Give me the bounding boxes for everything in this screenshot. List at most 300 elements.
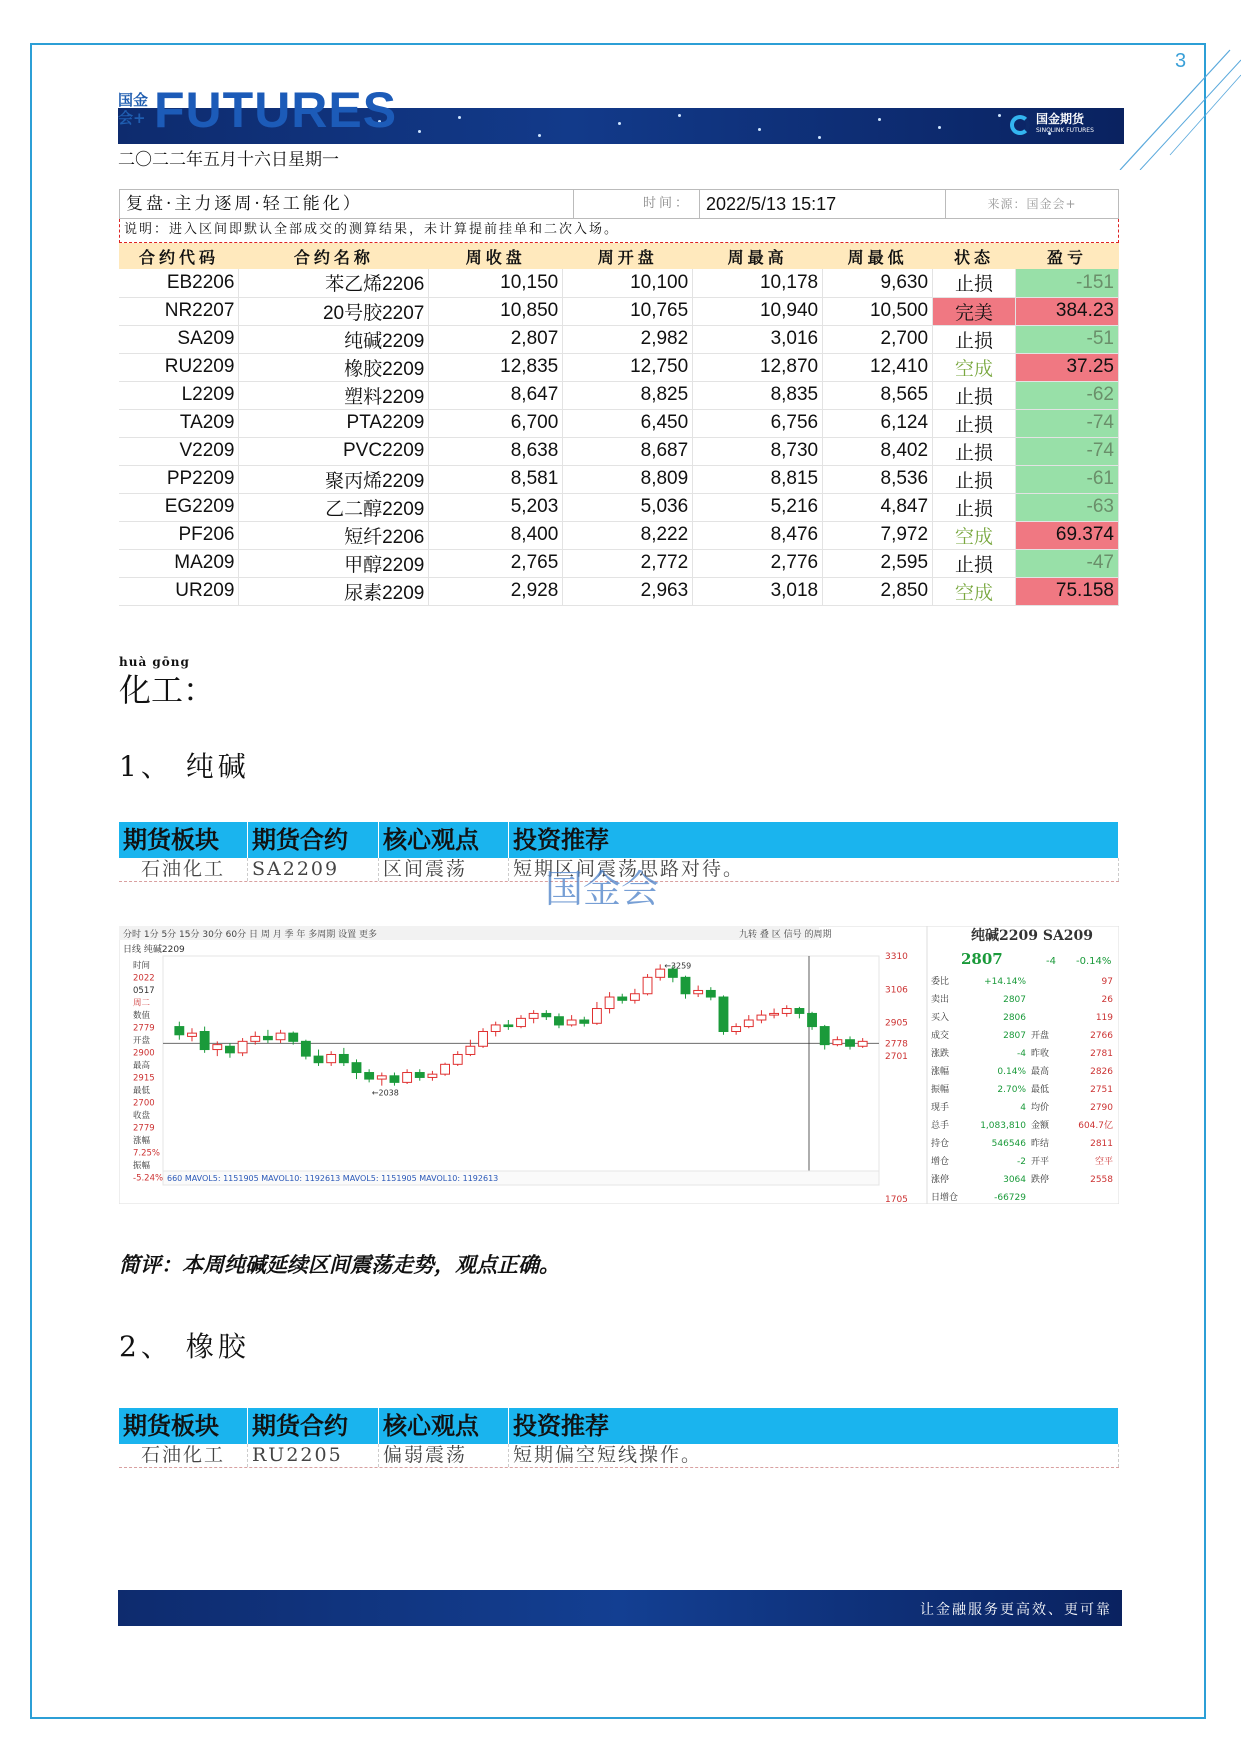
review-row: [119, 577, 1119, 605]
section-title: 化工：: [119, 671, 216, 709]
band-star: [458, 116, 461, 119]
week-close: 6,700: [429, 409, 563, 437]
status: 止损: [933, 549, 1016, 577]
review-row: [119, 269, 1119, 297]
band-star: [818, 136, 821, 139]
corner-decoration: [1100, 30, 1241, 170]
profit-loss: -74: [1016, 437, 1119, 465]
candle-body: [605, 997, 614, 1008]
review-row: [119, 381, 1119, 409]
contract-name: PVC2209: [239, 437, 429, 465]
band-star: [618, 122, 621, 125]
quote-value: 1,083,810: [980, 1121, 1026, 1131]
company-logo: [1010, 114, 1094, 136]
quote-value: 2766: [1090, 1031, 1113, 1041]
quote-label: 日增仓: [931, 1193, 959, 1203]
week-close: 8,638: [429, 437, 563, 465]
review-col-header: 合约代码: [119, 243, 239, 269]
candle-body: [833, 1040, 842, 1045]
band-star: [418, 130, 421, 133]
week-close: 8,400: [429, 521, 563, 549]
week-close: 5,203: [429, 493, 563, 521]
candle-body: [681, 977, 690, 993]
candle-body: [238, 1041, 247, 1052]
candle-body: [175, 1027, 184, 1035]
quote-value: -2: [1017, 1157, 1026, 1167]
chart-side-label: 最低: [133, 1086, 151, 1096]
chart-side-label: 开盘: [133, 1036, 151, 1046]
week-low: 8,402: [823, 437, 933, 465]
contract-code: SA209: [119, 325, 239, 353]
week-low: 4,847: [823, 493, 933, 521]
brand-logo: FUTURES: [154, 82, 398, 138]
candle-body: [820, 1027, 829, 1045]
brand-cn: 国金会+: [118, 91, 149, 127]
status: 完美: [933, 297, 1016, 325]
week-low: 2,595: [823, 549, 933, 577]
week-high: 10,178: [693, 269, 823, 297]
week-open: 5,036: [563, 493, 693, 521]
status: 止损: [933, 409, 1016, 437]
quote-label: 总手: [931, 1121, 950, 1131]
week-close: 12,835: [429, 353, 563, 381]
week-high: 10,940: [693, 297, 823, 325]
contract-code: TA209: [119, 409, 239, 437]
review-grid: [119, 243, 1119, 606]
review-col-header: 周最高: [693, 243, 823, 269]
review-col-header: 周开盘: [563, 243, 693, 269]
review-row: [119, 353, 1119, 381]
profit-loss: -51: [1016, 325, 1119, 353]
candle-body: [251, 1036, 260, 1041]
contract-name: 塑料2209: [239, 381, 429, 409]
week-high: 8,815: [693, 465, 823, 493]
week-low: 8,565: [823, 381, 933, 409]
quote-label: 涨幅: [931, 1067, 950, 1077]
profit-loss: 69.374: [1016, 521, 1119, 549]
status: 空成: [933, 521, 1016, 549]
chart-side-label: 周二: [133, 998, 151, 1009]
candle-body: [846, 1040, 855, 1047]
chart-side-label: 时间: [133, 961, 151, 971]
chart-side-label: 0517: [133, 986, 155, 996]
week-low: 10,500: [823, 297, 933, 325]
week-close: 10,850: [429, 297, 563, 325]
contract-name: 尿素2209: [239, 577, 429, 605]
contract-name: 聚丙烯2209: [239, 465, 429, 493]
section-ruby: huà gōng: [119, 655, 190, 669]
quote-value: 2807: [1003, 995, 1026, 1005]
review-row: [119, 437, 1119, 465]
chart-side-label: 数值: [133, 1011, 151, 1021]
cat-header-contract: 期货合约: [248, 822, 379, 858]
quote-value: 2790: [1090, 1103, 1113, 1113]
review-row: [119, 325, 1119, 353]
candle-body: [504, 1025, 513, 1027]
quote-value: 2558: [1090, 1175, 1113, 1185]
week-close: 10,150: [429, 269, 563, 297]
candle-body: [390, 1076, 399, 1083]
quote-label: 持仓: [931, 1139, 950, 1149]
quote-label: 振幅: [931, 1085, 950, 1095]
week-high: 8,730: [693, 437, 823, 465]
candle-body: [770, 1013, 779, 1015]
quote-value: 26: [1101, 995, 1113, 1005]
week-open: 10,765: [563, 297, 693, 325]
contract-code: MA209: [119, 549, 239, 577]
quote-label: 买入: [931, 1013, 950, 1023]
subsection-soda-ash: 1、 纯碱: [119, 750, 250, 783]
week-high: 5,216: [693, 493, 823, 521]
cat-view: 区间震荡: [379, 858, 509, 881]
quote-value: 空平: [1094, 1157, 1113, 1167]
candle-body: [757, 1015, 766, 1020]
quote-label: 昨收: [1031, 1049, 1050, 1059]
quote-value: 604.7亿: [1078, 1121, 1113, 1131]
chart-side-label: 2900: [133, 1048, 155, 1059]
quote-value: 2781: [1090, 1049, 1113, 1059]
footer-slogan: 让金融服务更高效、更可靠: [920, 1602, 1112, 1618]
week-low: 2,700: [823, 325, 933, 353]
chart-side-label: 最高: [133, 1061, 151, 1071]
candle-body: [592, 1009, 601, 1024]
candle-body: [428, 1074, 437, 1077]
report-date: 二〇二二年五月十六日星期一: [118, 150, 339, 170]
band-star: [938, 126, 941, 129]
quote-label: 现手: [931, 1103, 950, 1113]
candle-body: [441, 1064, 450, 1074]
review-note: 说明：进入区间即默认全部成交的测算结果，未计算提前挂单和二次入场。: [119, 219, 1119, 243]
quote-value: 3064: [1003, 1175, 1026, 1185]
cat-sector: 石油化工: [119, 858, 248, 881]
review-row: [119, 297, 1119, 325]
candle-body: [188, 1033, 197, 1036]
review-row: [119, 465, 1119, 493]
cat-advice: 短期区间震荡思路对待。: [509, 858, 1119, 881]
contract-code: UR209: [119, 577, 239, 605]
contract-name: 橡胶2209: [239, 353, 429, 381]
candle-body: [200, 1031, 209, 1049]
band-star: [678, 114, 681, 117]
candle-body: [808, 1013, 817, 1026]
candle-body: [744, 1020, 753, 1027]
candle-body: [263, 1036, 272, 1039]
review-row: [119, 493, 1119, 521]
candle-body: [479, 1031, 488, 1046]
quote-value: 97: [1101, 977, 1113, 987]
status: 止损: [933, 465, 1016, 493]
candle-body: [517, 1018, 526, 1026]
company-logo-icon: [1010, 115, 1030, 135]
cat-contract: RU2205: [248, 1444, 379, 1467]
contract-name: 乙二醇2209: [239, 493, 429, 521]
week-open: 2,772: [563, 549, 693, 577]
quote-value: 2826: [1090, 1067, 1113, 1077]
quote-value: 0.14%: [997, 1067, 1026, 1077]
week-low: 2,850: [823, 577, 933, 605]
week-close: 2,765: [429, 549, 563, 577]
candle-body: [466, 1046, 475, 1054]
quote-label: 昨结: [1031, 1139, 1050, 1149]
week-low: 7,972: [823, 521, 933, 549]
week-low: 9,630: [823, 269, 933, 297]
candle-body: [542, 1013, 551, 1016]
week-close: 8,581: [429, 465, 563, 493]
contract-name: 20号胶2207: [239, 297, 429, 325]
candle-body: [339, 1054, 348, 1062]
quote-value: 4: [1020, 1103, 1026, 1113]
candle-body: [491, 1025, 500, 1032]
candle-body: [327, 1054, 336, 1062]
quote-label: 均价: [1031, 1103, 1050, 1113]
quote-last: 2807: [961, 950, 1003, 968]
quote-value: 2811: [1090, 1139, 1113, 1149]
contract-code: PP2209: [119, 465, 239, 493]
week-high: 8,835: [693, 381, 823, 409]
profit-loss: -62: [1016, 381, 1119, 409]
week-high: 2,776: [693, 549, 823, 577]
week-open: 8,825: [563, 381, 693, 409]
price-tick: 2701: [885, 1051, 908, 1062]
candlestick-chart: [119, 926, 1119, 1204]
price-tick: 1705: [885, 1195, 908, 1204]
quote-label: 开盘: [1031, 1031, 1050, 1041]
week-high: 12,870: [693, 353, 823, 381]
week-high: 6,756: [693, 409, 823, 437]
cat-header-contract: 期货合约: [248, 1408, 379, 1444]
chart-side-label: 收盘: [133, 1111, 151, 1121]
week-open: 10,100: [563, 269, 693, 297]
week-open: 8,222: [563, 521, 693, 549]
quote-label: 最低: [1031, 1085, 1050, 1095]
week-low: 8,536: [823, 465, 933, 493]
contract-code: EB2206: [119, 269, 239, 297]
band-star: [998, 114, 1001, 117]
cat-sector: 石油化工: [119, 1444, 248, 1467]
review-title: 复盘·主力逐周·轻工能化）: [120, 190, 574, 218]
quote-change-pct: -0.14%: [1076, 956, 1112, 967]
chart-side-label: 2022: [133, 973, 155, 984]
candle-body: [403, 1073, 412, 1083]
review-col-header: 周最低: [823, 243, 933, 269]
candle-body: [301, 1041, 310, 1056]
quote-label: 金额: [1031, 1121, 1050, 1131]
review-table: [119, 189, 1119, 606]
candle-body: [314, 1056, 323, 1063]
contract-code: EG2209: [119, 493, 239, 521]
cat-header-advice: 投资推荐: [509, 1408, 1119, 1444]
status: 止损: [933, 325, 1016, 353]
review-col-header: 合约名称: [239, 243, 429, 269]
candle-body: [618, 997, 627, 1000]
chart-side-label: 涨幅: [133, 1136, 151, 1146]
price-tick: 3310: [885, 952, 908, 962]
quote-label: 卖出: [931, 995, 950, 1005]
candle-body: [276, 1033, 285, 1040]
week-open: 6,450: [563, 409, 693, 437]
week-open: 12,750: [563, 353, 693, 381]
time-label: 时间：: [642, 196, 691, 211]
review-row: [119, 409, 1119, 437]
price-tick: 3106: [885, 985, 908, 996]
candle-body: [580, 1020, 589, 1023]
cat-header-view: 核心观点: [379, 1408, 509, 1444]
quote-label: 成交: [931, 1031, 950, 1041]
candle-body: [795, 1009, 804, 1014]
cat-advice: 短期偏空短线操作。: [509, 1444, 1119, 1467]
band-star: [758, 128, 761, 131]
review-row: [119, 521, 1119, 549]
quote-value: 2.70%: [997, 1085, 1026, 1095]
candle-body: [567, 1020, 576, 1025]
chart-side-label: 2779: [133, 1023, 155, 1034]
quote-label: 涨跌: [931, 1049, 950, 1059]
candle-body: [719, 997, 728, 1031]
profit-loss: 384.23: [1016, 297, 1119, 325]
ma-line: 660 MAVOL5: 1151905 MAVOL10: 1192613 MAVOL5: 1151905 MAVOL10: 1192613: [167, 1174, 499, 1183]
quote-label: 增仓: [931, 1157, 950, 1167]
cat-header-sector: 期货板块: [119, 1408, 248, 1444]
review-col-header: 状态: [933, 243, 1016, 269]
quote-change: -4: [1046, 956, 1056, 967]
candle-body: [643, 977, 652, 993]
chart-toolbar-text: 分时 1分 5分 15分 30分 60分 日 周 月 季 年 多周期 设置 更多: [123, 930, 378, 940]
cat-header-sector: 期货板块: [119, 822, 248, 858]
candle-body: [858, 1041, 867, 1046]
week-high: 8,476: [693, 521, 823, 549]
candle-body: [694, 990, 703, 993]
quote-label: 委比: [931, 977, 950, 987]
contract-name: 纯碱2209: [239, 325, 429, 353]
profit-loss: 75.158: [1016, 577, 1119, 605]
week-high: 3,016: [693, 325, 823, 353]
week-open: 8,687: [563, 437, 693, 465]
profit-loss: -74: [1016, 409, 1119, 437]
status: 空成: [933, 353, 1016, 381]
cat-header-view: 核心观点: [379, 822, 509, 858]
profit-loss: -47: [1016, 549, 1119, 577]
chart-side-label: 2915: [133, 1073, 155, 1084]
status: 止损: [933, 269, 1016, 297]
status: 止损: [933, 381, 1016, 409]
week-high: 3,018: [693, 577, 823, 605]
candle-body: [289, 1033, 298, 1041]
candle-body: [377, 1076, 386, 1079]
price-tick: 2778: [885, 1039, 908, 1050]
contract-code: L2209: [119, 381, 239, 409]
category-table-rubber: [119, 1408, 1119, 1468]
contract-code: V2209: [119, 437, 239, 465]
week-close: 2,928: [429, 577, 563, 605]
profit-loss: -63: [1016, 493, 1119, 521]
quote-label: 跌停: [1031, 1175, 1050, 1185]
chart-side-label: 2779: [133, 1123, 155, 1134]
quote-value: 2807: [1003, 1031, 1026, 1041]
candle-body: [226, 1046, 235, 1053]
cat-contract: SA2209: [248, 858, 379, 881]
source-label: 来源：国金会+: [987, 197, 1077, 211]
band-star: [878, 118, 881, 121]
review-col-header: 盈亏: [1016, 243, 1119, 269]
contract-name: 苯乙烯2206: [239, 269, 429, 297]
time-value: 2022/5/13 15:17: [699, 190, 946, 218]
contract-name: PTA2209: [239, 409, 429, 437]
page-number: 3: [1175, 50, 1187, 72]
quote-label: 最高: [1031, 1067, 1050, 1077]
candle-body: [529, 1013, 538, 1018]
high-label: ←3259: [664, 961, 692, 971]
chart-side-label: 2700: [133, 1098, 155, 1109]
candle-body: [213, 1045, 222, 1050]
chart-side-label: -5.24%: [133, 1173, 164, 1184]
review-row: [119, 549, 1119, 577]
week-open: 2,982: [563, 325, 693, 353]
cat-view: 偏弱震荡: [379, 1444, 509, 1467]
review-col-header: 周收盘: [429, 243, 563, 269]
profit-loss: -61: [1016, 465, 1119, 493]
price-tick: 2905: [885, 1018, 908, 1029]
chart-toolbar-right: 九转 叠 区 信号 的周期: [739, 930, 832, 940]
contract-name: 短纤2206: [239, 521, 429, 549]
quote-value: 2751: [1090, 1085, 1113, 1095]
quote-value: 119: [1095, 1013, 1113, 1023]
quote-value: 2806: [1003, 1013, 1026, 1023]
contract-name: 甲醇2209: [239, 549, 429, 577]
week-close: 2,807: [429, 325, 563, 353]
candle-body: [782, 1009, 791, 1014]
quote-title: 纯碱2209 SA209: [971, 928, 1094, 944]
week-low: 12,410: [823, 353, 933, 381]
candle-body: [453, 1054, 462, 1064]
quote-value: -66729: [994, 1193, 1026, 1203]
quote-value: +14.14%: [984, 977, 1026, 987]
candle-body: [706, 990, 715, 997]
profit-loss: -151: [1016, 269, 1119, 297]
watermark: 国金会: [545, 867, 660, 911]
contract-code: RU2209: [119, 353, 239, 381]
quote-value: -4: [1017, 1049, 1026, 1059]
quote-value: 546546: [991, 1139, 1026, 1149]
review-comment: 简评：本周纯碱延续区间震荡走势，观点正确。: [119, 1253, 560, 1277]
quote-label: 开平: [1031, 1157, 1050, 1167]
company-name-en: SINOLINK FUTURES: [1036, 127, 1094, 134]
week-open: 8,809: [563, 465, 693, 493]
contract-code: PF206: [119, 521, 239, 549]
low-label: ←2038: [371, 1088, 399, 1098]
candle-body: [415, 1073, 424, 1078]
week-close: 8,647: [429, 381, 563, 409]
candle-body: [555, 1017, 564, 1025]
status: 止损: [933, 493, 1016, 521]
week-open: 2,963: [563, 577, 693, 605]
footer-band: [118, 1590, 1122, 1626]
candle-body: [352, 1063, 361, 1073]
chart-side-label: 振幅: [133, 1161, 151, 1171]
company-name-cn: 国金期货: [1036, 112, 1085, 126]
status: 空成: [933, 577, 1016, 605]
chart-side-label: 7.25%: [133, 1148, 161, 1159]
cat-header-advice: 投资推荐: [509, 822, 1119, 858]
candle-body: [732, 1027, 741, 1032]
profit-loss: 37.25: [1016, 353, 1119, 381]
week-low: 6,124: [823, 409, 933, 437]
candle-body: [630, 994, 639, 1001]
band-star: [538, 134, 541, 137]
subsection-rubber: 2、 橡胶: [119, 1330, 250, 1363]
contract-code: NR2207: [119, 297, 239, 325]
quote-label: 涨停: [931, 1175, 950, 1185]
status: 止损: [933, 437, 1016, 465]
